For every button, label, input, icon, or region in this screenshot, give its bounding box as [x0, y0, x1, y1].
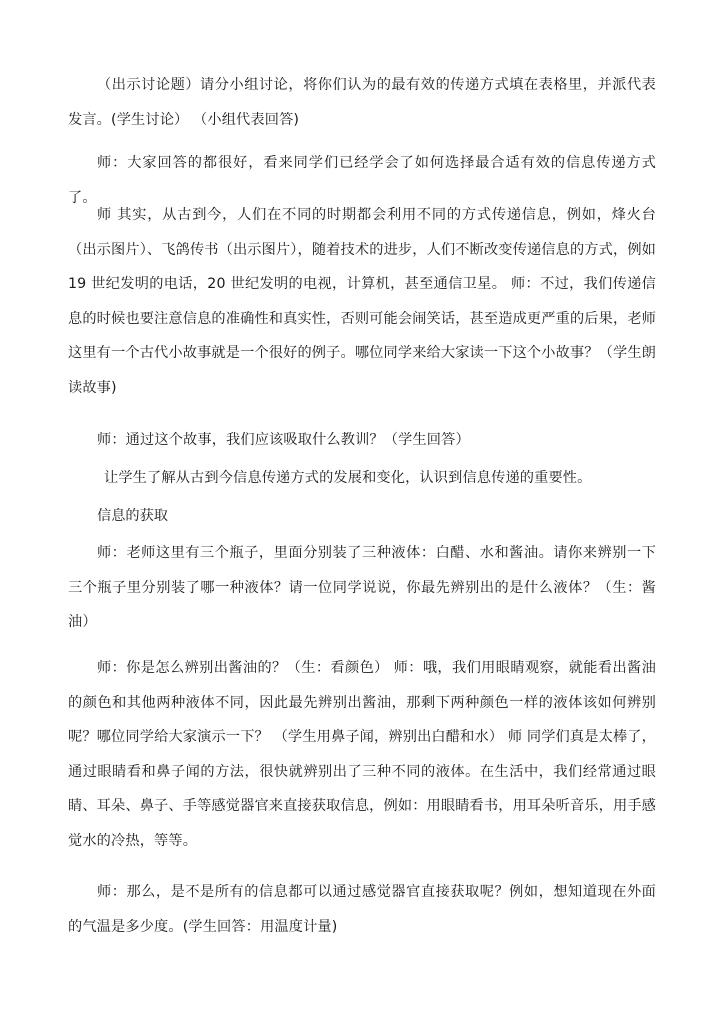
paragraph-temperature-question: 师：那么，是不是所有的信息都可以通过感觉器官直接获取呢？例如，想知道现在外面的气温是多少度。(学生回答：用温度计量): [68, 884, 656, 935]
paragraph-discussion-prompt: （出示讨论题）请分小组讨论，将你们认为的最有效的传递方式填在表格里，并派代表发言。(学生讨论） （小组代表回答): [68, 77, 656, 128]
paragraph-three-bottles: 师：老师这里有三个瓶子，里面分别装了三种液体：白醋、水和酱油。请你来辨别一下三个瓶子里分别装了哪一种液体？请一位同学说说，你最先辨别出的是什么液体？（生：酱油）: [68, 545, 656, 630]
paragraph-teacher-praise: 师：大家回答的都很好，看来同学们已经学会了如何选择最合适有效的信息传递方式了。: [68, 155, 656, 206]
paragraph-sense-organs: 师：你是怎么辨别出酱油的？（生：看颜色） 师：哦，我们用眼睛观察，就能看出酱油的颜色和其他两种液体不同，因此最先辨别出酱油，那剩下两种颜色一样的液体该如何辨别呢？哪位同学给大家演示一下？ （学生用鼻子闻，辨别出白醋和水） 师 同学们真是太棒了，通过眼睛看和鼻子闻的方法，很快就辨别出了三种不同的液体。在生活中，我们经常通过眼睛、耳朵、鼻子、手等感觉器官来直接获取信息，例如：用眼睛看书，用耳朵听音乐，用手感觉水的冷热，等等。: [68, 660, 656, 849]
paragraph-learning-goal: 让学生了解从古到今信息传递方式的发展和变化，认识到信息传递的重要性。: [104, 470, 592, 486]
section-heading-information-acquisition: 信息的获取: [97, 508, 168, 524]
paragraph-lesson-question: 师：通过这个故事，我们应该吸取什么教训？（学生回答）: [97, 432, 470, 448]
paragraph-history-of-communication: 师 其实，从古到今，人们在不同的时期都会利用不同的方式传递信息，例如，烽火台（出示图片）、飞鸽传书（出示图片），随着技术的进步，人们不断改变传递信息的方式，例如 19 世纪发明的电话，20 世纪发明的电视，计算机，甚至通信卫星。 师：不过，我们传递信息的时候也要注意信息的准确性和真实性，否则可能会闹笑话，甚至造成更严重的后果，老师这里有一个古代小故事就是一个很好的例子。哪位同学来给大家读一下这个小故事？（学生朗读故事): [68, 207, 656, 396]
